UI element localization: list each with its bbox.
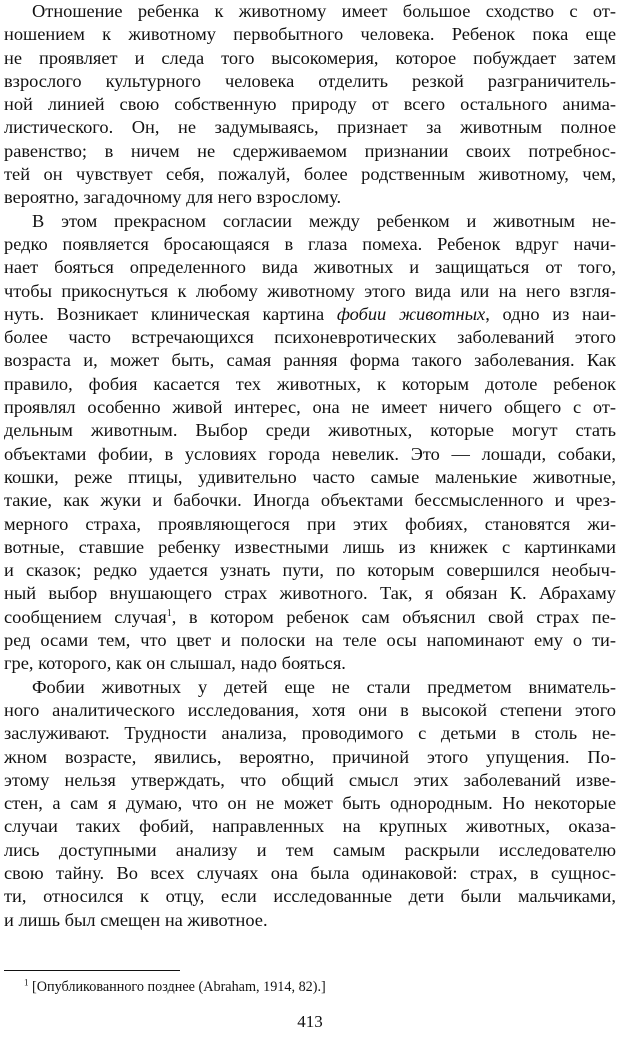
- text-line: ной линией свою собственную природу от всего остального анима-: [4, 94, 616, 115]
- text-line: тей он чувствует себя, пожалуй, более родственным животному, чем,: [4, 164, 616, 185]
- text-line: не проявляет и следа того высокомерия, которое побуждает затем: [4, 47, 616, 68]
- italic-term: фобии животных: [336, 303, 486, 324]
- text-line: такие, как жуки и бабочки. Иногда объектами бессмысленного и чрез-: [4, 490, 616, 511]
- text-line: свою тайну. Во всех случаях она была одинаковой: страх, в сущнос-: [4, 862, 616, 883]
- text-fragment: , одно из наи-: [485, 303, 616, 324]
- text-line: кошки, реже птицы, удивительно часто самые маленькие животные,: [4, 466, 616, 487]
- text-line: заслуживают. Трудности анализа, проводимого с детьми в столь не-: [4, 723, 616, 744]
- text-line: этому нельзя утверждать, что общий смысл этих заболеваний изве-: [4, 769, 616, 790]
- text-line: и сказок; редко удается узнать пути, по которым совершился необыч-: [4, 560, 616, 581]
- page-number: 413: [297, 1012, 323, 1031]
- text-line: более часто встречающихся психоневротических заболеваний этого: [4, 327, 616, 348]
- text-line: чтобы прикоснуться к любому животному этого вида или на него взгля-: [4, 280, 616, 301]
- text-line: и лишь был смещен на животное.: [4, 909, 268, 930]
- text-line: лись доступными анализу и тем самым раскрыли исследователю: [4, 839, 616, 860]
- footnote: [24, 978, 326, 996]
- text-fragment: нуть. Возникает клиническая картина: [4, 303, 337, 324]
- text-line: вотные, ставшие ребенку известными лишь из книжек с картинками: [4, 536, 616, 557]
- text-line: случаи таких фобий, направленных на крупных животных, оказа-: [4, 816, 616, 837]
- text-line: [4, 606, 616, 629]
- text-fragment: сообщением случая: [4, 606, 167, 627]
- text-line: стен, а сам я думаю, что он не может быть однородным. Но некоторые: [4, 793, 616, 814]
- footnote-marker: 1: [24, 977, 29, 988]
- text-line: [4, 303, 616, 326]
- text-fragment: , в котором ребенок сам объяснил свой страх пе-: [171, 606, 616, 627]
- text-line: Отношение ребенка к животному имеет большое сходство с от-: [32, 1, 616, 21]
- text-line: дельным животным. Выбор среди животных, которые могут стать: [4, 420, 616, 441]
- text-line: ред осами тем, что цвет и полоски на теле осы напоминают ему о ти-: [4, 630, 616, 651]
- text-line: ношением к животному первобытного человека. Ребенок пока еще: [4, 24, 616, 45]
- text-line: вероятно, загадочному для него взрослому.: [4, 187, 342, 208]
- text-line: объектами фобии, в условиях города невелик. Это — лошади, собаки,: [4, 443, 616, 464]
- text-line: ного аналитического исследования, хотя они в высокой степени этого: [4, 699, 616, 720]
- text-line: проявлял особенно живой интерес, она не имеет ничего общего с от-: [4, 397, 616, 418]
- text-line: возраста и, может быть, самая ранняя форма такого заболевания. Как: [4, 350, 616, 371]
- body-text: [4, 0, 616, 932]
- text-line: взрослого культурного человека отделить резкой разграничитель-: [4, 70, 616, 91]
- footnote-divider: [4, 970, 180, 971]
- text-line: нает бояться определенного вида животных и защищаться от того,: [4, 257, 616, 278]
- text-line: мерного страха, проявляющегося при этих фобиях, становятся жи-: [4, 513, 616, 534]
- text-line: редко появляется бросающаяся в глаза помеха. Ребенок вдруг начи-: [4, 233, 616, 254]
- text-line: листического. Он, не задумываясь, признает за животным полное: [4, 117, 616, 138]
- footnote-ref[interactable]: 1: [166, 607, 172, 619]
- text-line: гре, которого, как он слышал, надо бояться.: [4, 653, 346, 674]
- text-line: ти, относился к отцу, если исследованные дети были мальчиками,: [4, 886, 616, 907]
- text-line: ный выбор внушающего страх животного. Так, я обязан К. Абрахаму: [4, 583, 616, 604]
- text-line: В этом прекрасном согласии между ребенком и животным не-: [32, 210, 616, 231]
- text-line: жном возрасте, явились, вероятно, причиной этого упущения. По-: [4, 746, 616, 767]
- footnote-text: [Опубликованного позднее (Abraham, 1914, 82).]: [28, 979, 326, 995]
- text-line: равенство; в ничем не сдерживаемом признании своих потребнос-: [4, 140, 616, 161]
- text-line: Фобии животных у детей еще не стали предметом вниматель-: [32, 676, 616, 697]
- text-line: правило, фобия касается тех животных, к которым дотоле ребенок: [4, 373, 616, 394]
